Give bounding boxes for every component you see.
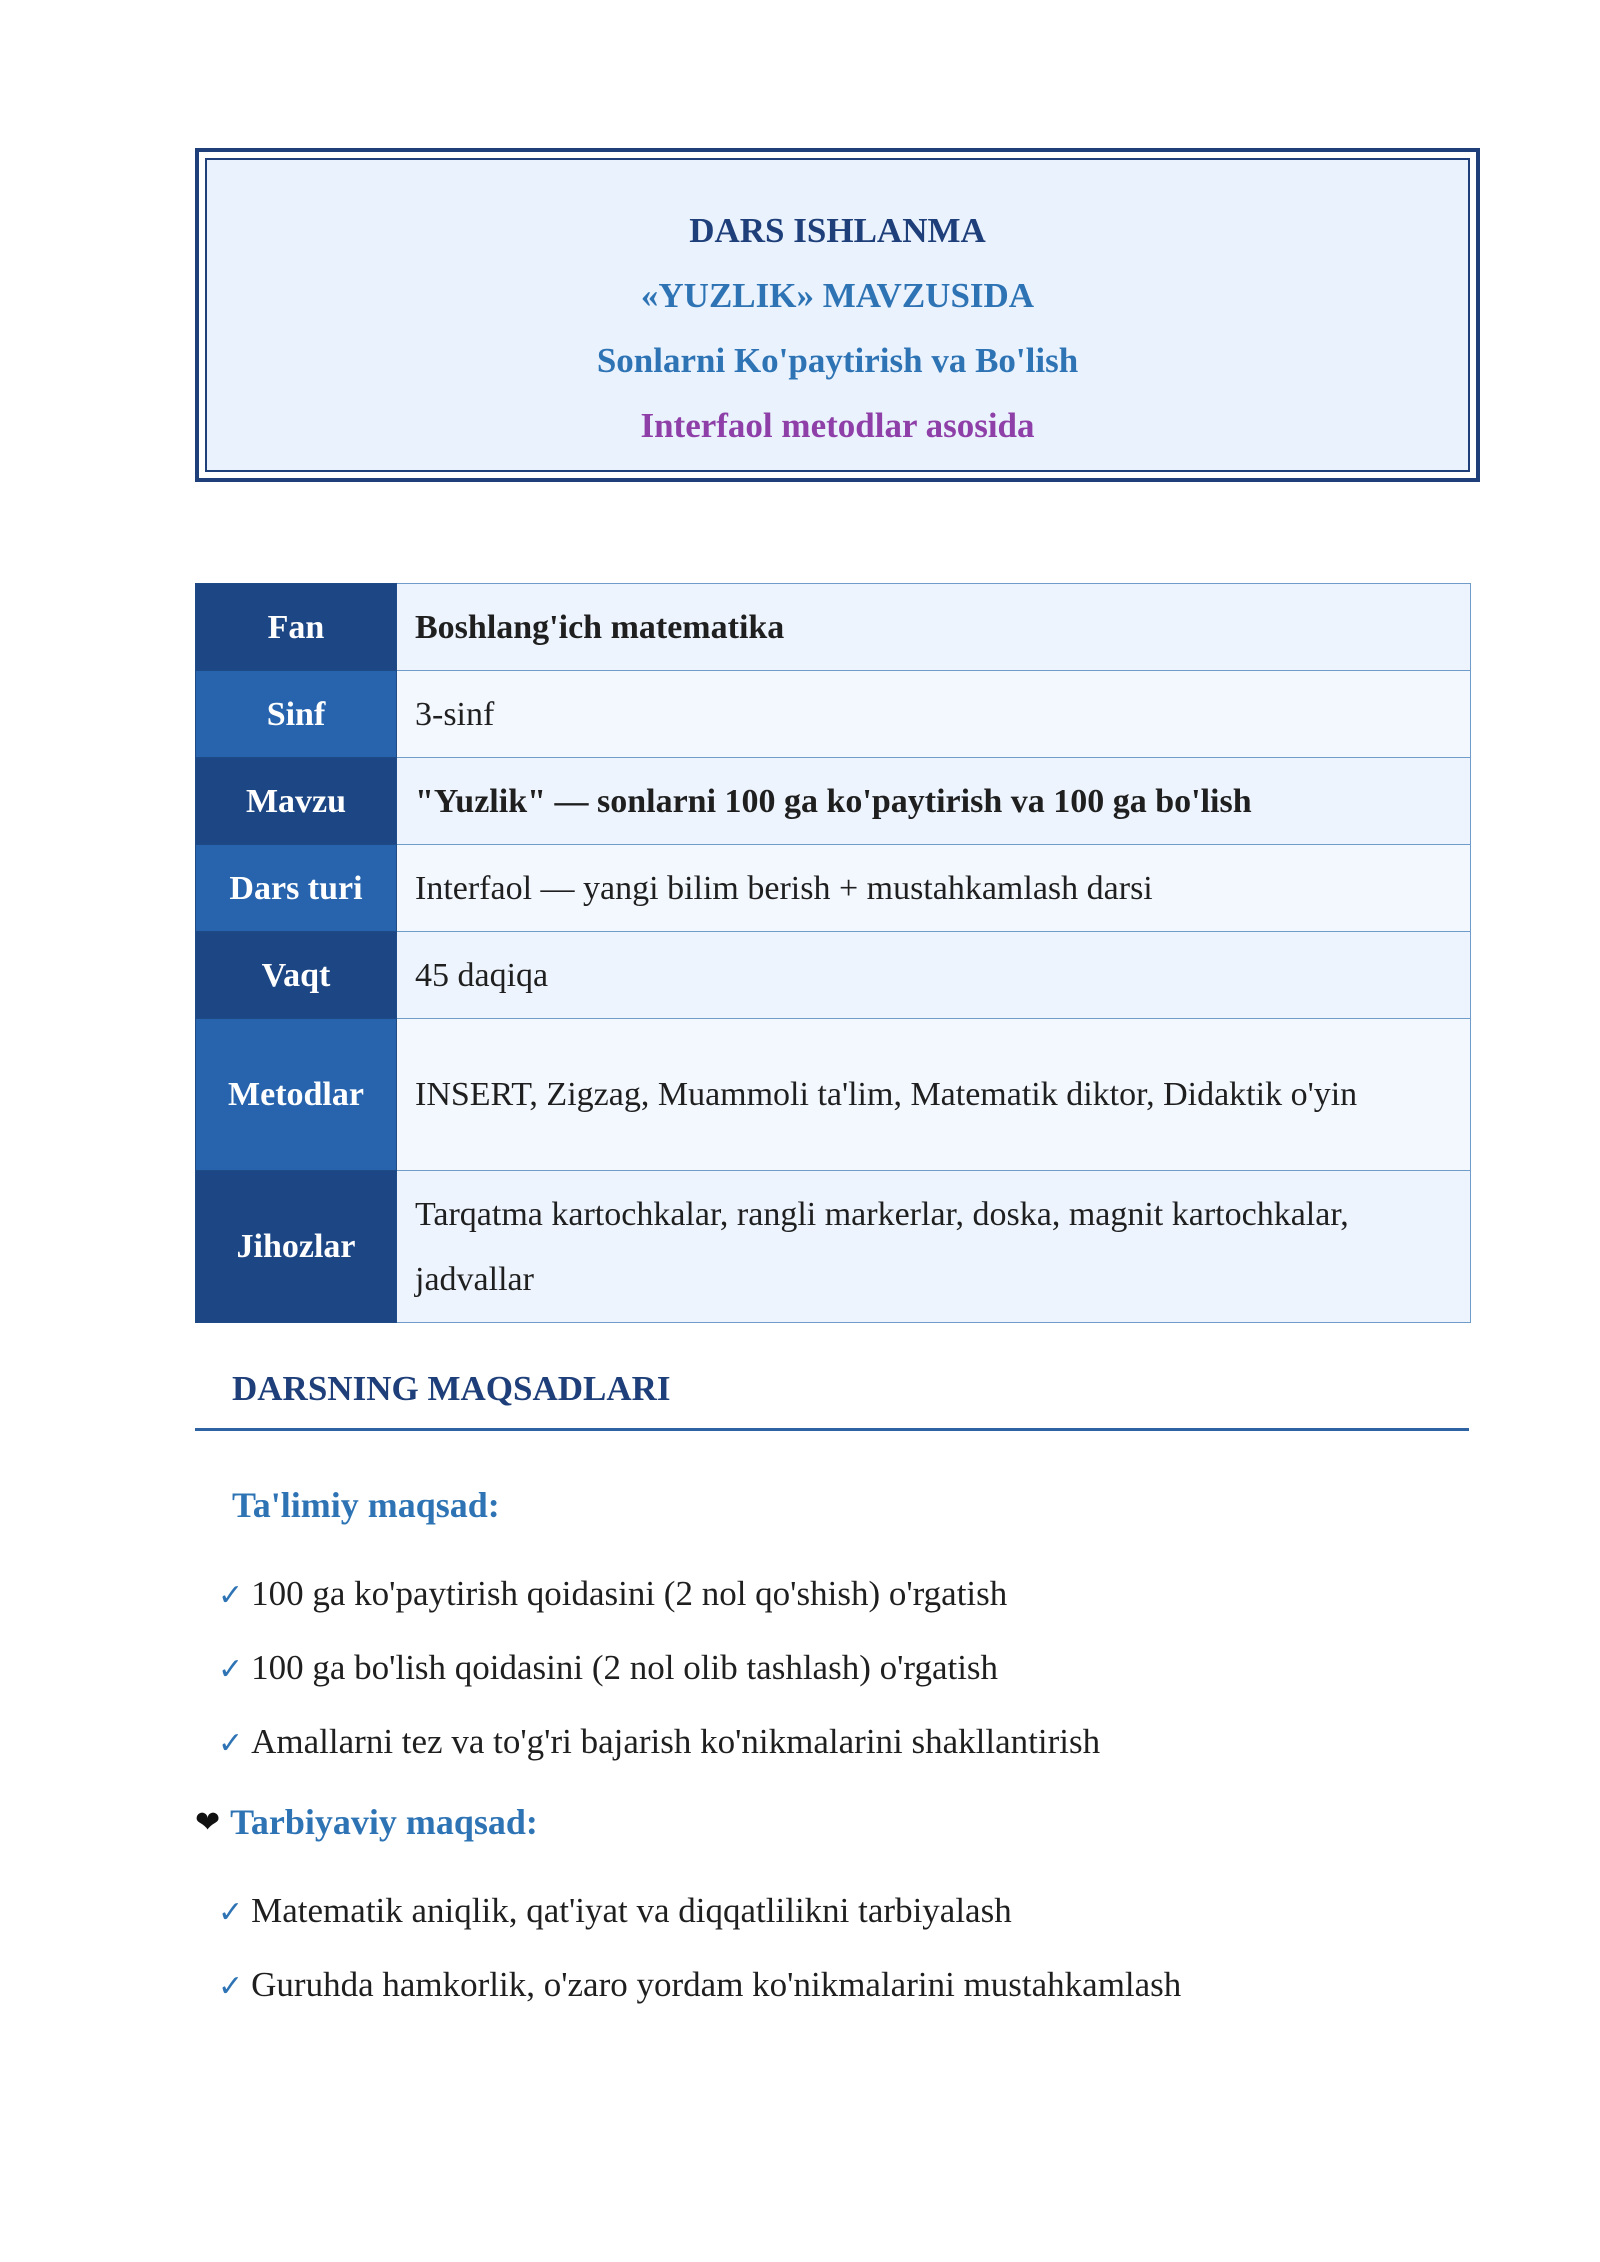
check-icon: ✓ [218,1652,244,1687]
upbringing-goal-list [218,1875,1181,2023]
row-value-metodlar: INSERT, Zigzag, Muammoli ta'lim, Matematik diktor, Didaktik o'yin [397,1019,1471,1171]
check-icon: ✓ [218,1969,244,2004]
table-row [196,758,1471,845]
row-value-sinf: 3-sinf [397,671,1471,758]
goals-heading: DARSNING MAQSADLARI [232,1369,671,1408]
upbringing-goal-heading [195,1797,538,1848]
row-label-vaqt: Vaqt [196,932,397,1019]
row-label-sinf: Sinf [196,671,397,758]
topic-title: «YUZLIK» MAVZUSIDA [640,276,1035,315]
table-row [196,932,1471,1019]
list-item [218,1706,1100,1780]
row-value-dars-turi: Interfaol — yangi bilim berish + mustahkamlash darsi [397,845,1471,932]
table-row [196,584,1471,671]
list-item [218,1558,1100,1632]
topic-subtitle: Sonlarni Ko'paytirish va Bo'lish [596,341,1079,380]
row-value-fan: Boshlang'ich matematika [397,584,1471,671]
educational-goal-list [218,1558,1100,1780]
row-label-mavzu: Mavzu [196,758,397,845]
row-label-metodlar: Metodlar [196,1019,397,1171]
row-label-jihozlar: Jihozlar [196,1171,397,1323]
row-label-dars-turi: Dars turi [196,845,397,932]
section-divider [195,1428,1469,1431]
goal-text: Matematik aniqlik, qat'iyat va diqqatlilikni tarbiyalash [251,1891,1012,1930]
row-value-jihozlar: Tarqatma kartochkalar, rangli markerlar, doska, magnit kartochkalar, jadvallar [397,1171,1471,1323]
table-row [196,671,1471,758]
check-icon: ✓ [218,1578,244,1613]
heart-icon: ❤ [195,1805,221,1840]
table-row [196,845,1471,932]
check-icon: ✓ [218,1895,244,1930]
list-item [218,1949,1181,2023]
row-label-fan: Fan [196,584,397,671]
document-title: DARS ISHLANMA [689,211,986,250]
goal-text: Guruhda hamkorlik, o'zaro yordam ko'nikmalarini mustahkamlash [251,1965,1182,2004]
table-row [196,1019,1471,1171]
title-box-inner [205,158,1470,472]
row-value-vaqt: 45 daqiqa [397,932,1471,1019]
goal-text: Amallarni tez va to'g'ri bajarish ko'nikmalarini shakllantirish [251,1722,1101,1761]
goal-text: 100 ga bo'lish qoidasini (2 nol olib tashlash) o'rgatish [251,1648,999,1687]
lesson-info-table [195,583,1471,1323]
upbringing-goal-title: Tarbiyaviy maqsad: [230,1802,538,1842]
method-subtitle: Interfaol metodlar asosida [640,406,1035,445]
title-box [195,148,1480,482]
list-item [218,1875,1181,1949]
educational-goal-title: Ta'limiy maqsad: [232,1485,500,1525]
goal-text: 100 ga ko'paytirish qoidasini (2 nol qo'shish) o'rgatish [251,1574,1008,1613]
check-icon: ✓ [218,1726,244,1761]
row-value-mavzu: "Yuzlik" — sonlarni 100 ga ko'paytirish va 100 ga bo'lish [397,758,1471,845]
table-row [196,1171,1471,1323]
list-item [218,1632,1100,1706]
